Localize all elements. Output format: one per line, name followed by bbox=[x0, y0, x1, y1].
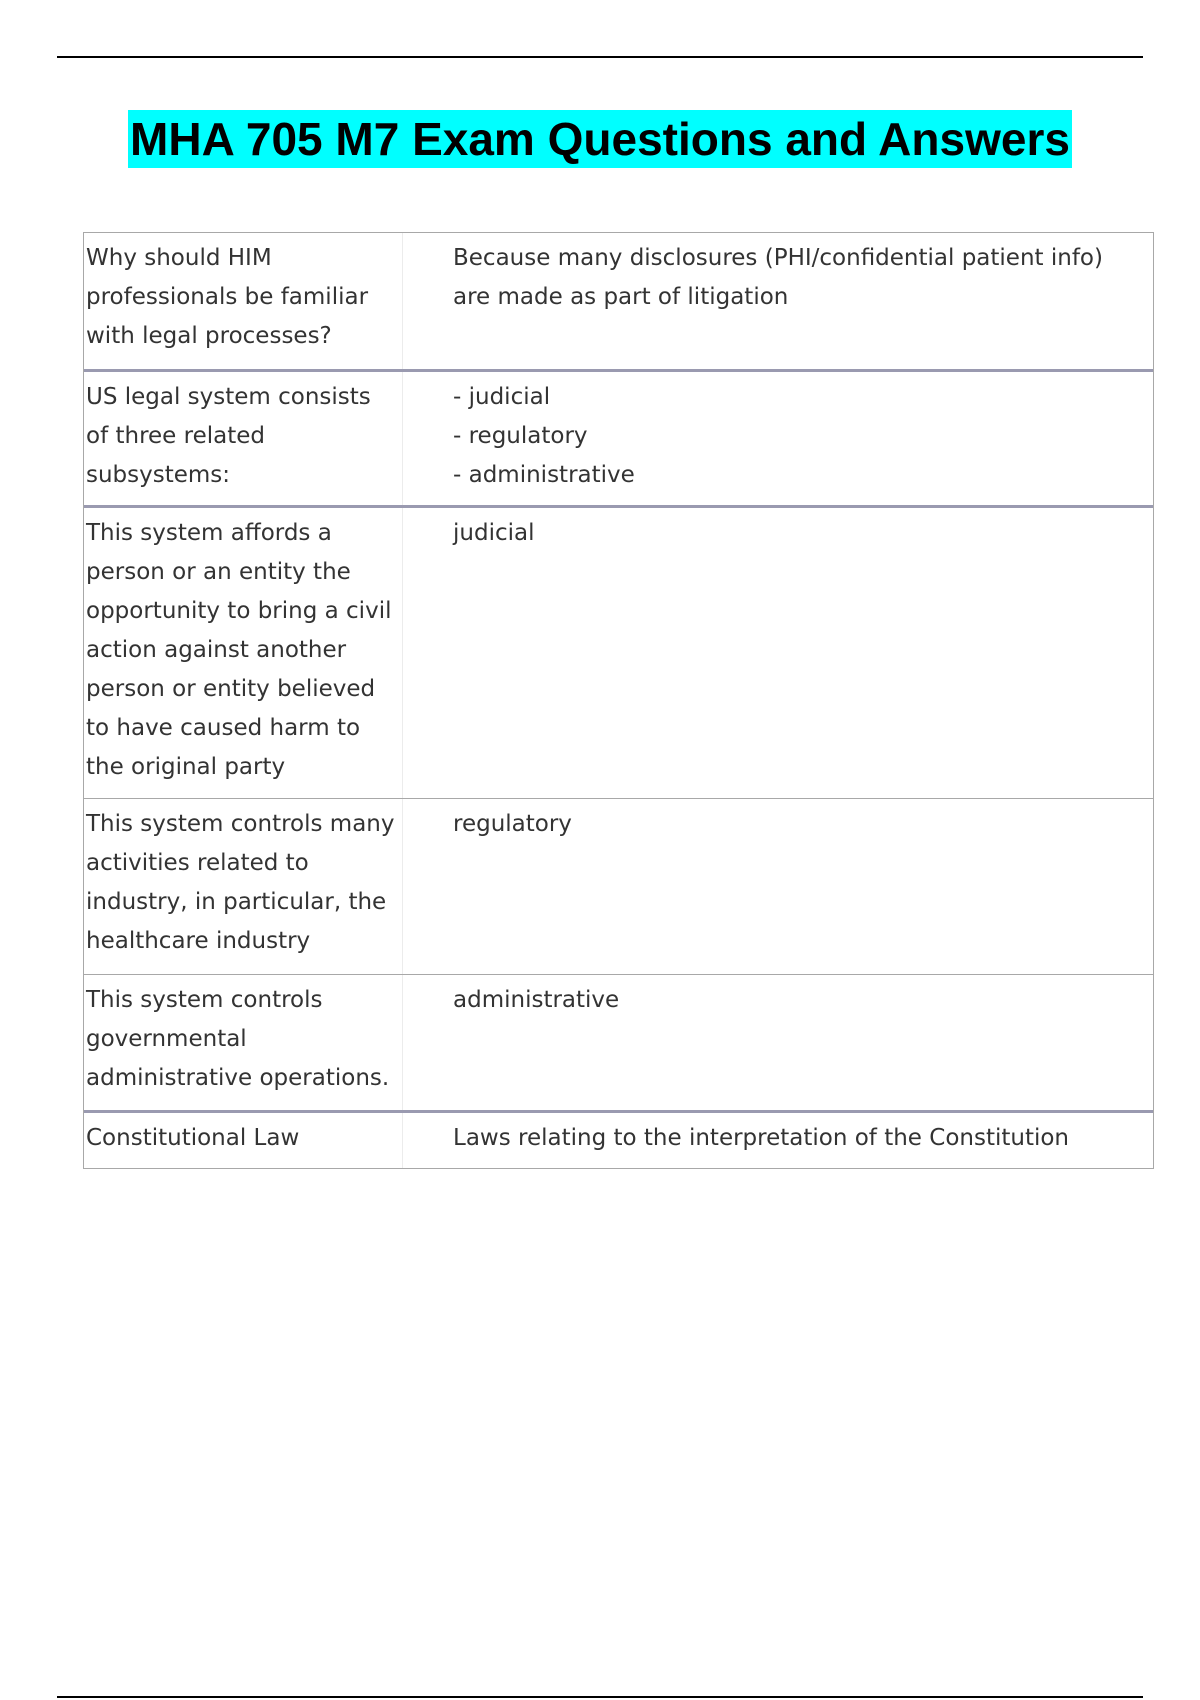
question-cell: This system controls many activities related to industry, in particular, the healthcare industry bbox=[84, 799, 403, 974]
answer-cell bbox=[403, 508, 1153, 798]
table-row bbox=[84, 1110, 1153, 1168]
answer-line: - administrative bbox=[453, 462, 635, 488]
title-container bbox=[0, 110, 1200, 168]
header-rule bbox=[57, 56, 1143, 58]
answer-line: judicial bbox=[453, 520, 535, 546]
answer-line: - judicial bbox=[453, 384, 551, 410]
table-row bbox=[84, 974, 1153, 1110]
answer-line: Laws relating to the interpretation of the Constitution bbox=[453, 1125, 1070, 1151]
answer-line: Because many disclosures (PHI/confidential patient info) are made as part of litigation bbox=[453, 245, 1103, 310]
table-row bbox=[84, 369, 1153, 505]
question-cell: US legal system consists of three related subsystems: bbox=[84, 372, 403, 505]
footer-rule bbox=[57, 1696, 1143, 1698]
table-row bbox=[84, 798, 1153, 974]
answer-line: - regulatory bbox=[453, 423, 588, 449]
question-cell: Why should HIM professionals be familiar with legal processes? bbox=[84, 233, 403, 369]
answer-cell bbox=[403, 1113, 1153, 1168]
question-cell: This system affords a person or an entity the opportunity to bring a civil action against another person or entity believed to have caused harm to the original party bbox=[84, 508, 403, 798]
page-title: MHA 705 M7 Exam Questions and Answers bbox=[128, 110, 1072, 168]
answer-cell bbox=[403, 372, 1153, 505]
answer-line: administrative bbox=[453, 987, 620, 1013]
answer-line: regulatory bbox=[453, 811, 572, 837]
qa-table bbox=[83, 232, 1154, 1169]
table-row bbox=[84, 233, 1153, 369]
answer-cell bbox=[403, 799, 1153, 974]
question-cell: This system controls governmental administrative operations. bbox=[84, 975, 403, 1110]
answer-cell bbox=[403, 975, 1153, 1110]
answer-cell bbox=[403, 233, 1153, 369]
question-cell: Constitutional Law bbox=[84, 1113, 403, 1168]
table-row bbox=[84, 505, 1153, 798]
